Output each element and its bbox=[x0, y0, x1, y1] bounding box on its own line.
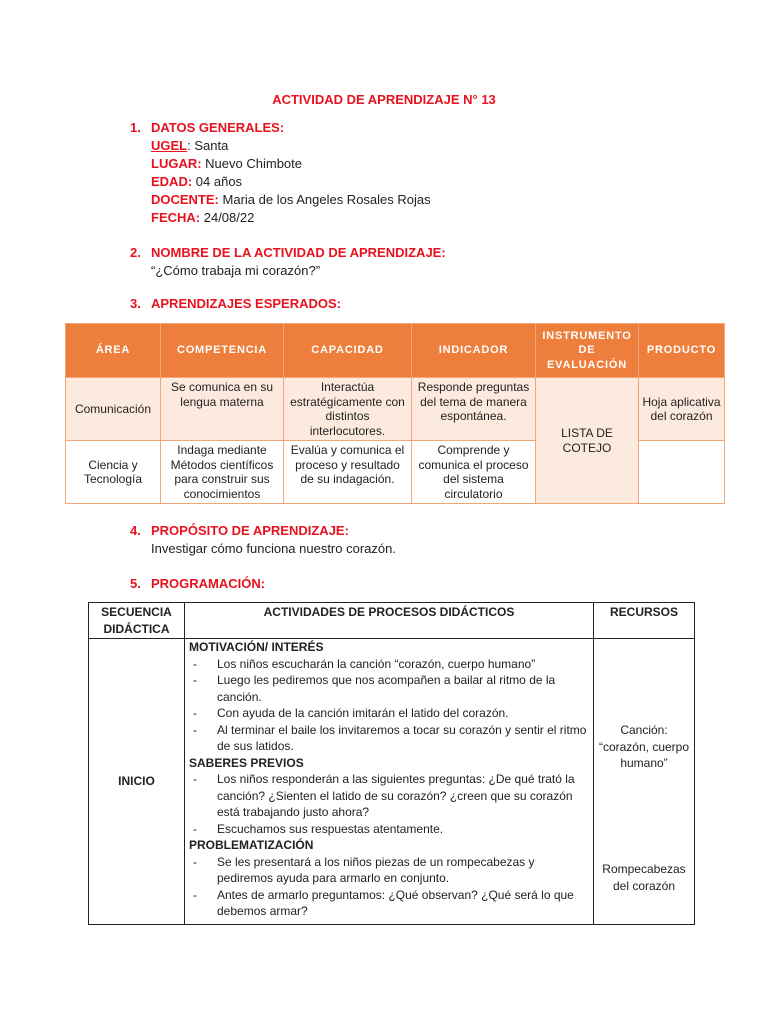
section-number: 4. bbox=[130, 523, 141, 538]
list-item: - Luego les pediremos que nos acompañen a bailar al ritmo de la canción. bbox=[189, 672, 589, 705]
resource-item: Canción: “corazón, cuerpo humano” bbox=[598, 723, 690, 770]
phase-list bbox=[189, 656, 589, 755]
cell-area: Comunicación bbox=[66, 378, 161, 441]
phase-title: PROBLEMATIZACIÓN bbox=[189, 838, 314, 852]
section-nombre-actividad bbox=[130, 244, 446, 280]
cell-capacidad: Interactúa estratégicamente con distintos interlocutores. bbox=[284, 378, 412, 441]
activity-name: “¿Cómo trabaja mi corazón?” bbox=[151, 263, 321, 278]
header-competencia: COMPETENCIA bbox=[161, 324, 284, 378]
list-item: - Escuchamos sus respuestas atentamente. bbox=[189, 821, 589, 838]
cell-activities bbox=[185, 639, 594, 925]
list-item: - Antes de armarlo preguntamos: ¿Qué observan? ¿Qué será lo que debemos armar? bbox=[189, 887, 589, 920]
field-ugel: UGEL: Santa bbox=[151, 138, 229, 153]
section-aprendizajes bbox=[130, 295, 341, 313]
section-proposito bbox=[130, 522, 396, 558]
cell-capacidad: Evalúa y comunica el proceso y resultado de su indagación. bbox=[284, 441, 412, 504]
section-heading: NOMBRE DE LA ACTIVIDAD DE APRENDIZAJE: bbox=[151, 245, 446, 260]
list-item: - Los niños responderán a las siguientes preguntas: ¿De qué trató la canción? ¿Sienten el latido de su corazón? ¿creen que su corazón está trabajando justo ahora? bbox=[189, 771, 589, 821]
list-item: - Se les presentará a los niños piezas de un rompecabezas y pediremos ayuda para armarlo en conjunto. bbox=[189, 854, 589, 887]
header-capacidad: CAPACIDAD bbox=[284, 324, 412, 378]
header-recursos: RECURSOS bbox=[594, 603, 695, 639]
list-item: - Con ayuda de la canción imitarán el latido del corazón. bbox=[189, 705, 589, 722]
section-heading: DATOS GENERALES: bbox=[151, 120, 285, 135]
phase-title: SABERES PREVIOS bbox=[189, 755, 304, 770]
purpose-text: Investigar cómo funciona nuestro corazón. bbox=[151, 541, 396, 556]
header-secuencia: SECUENCIA DIDÁCTICA bbox=[89, 603, 185, 639]
cell-sequence: INICIO bbox=[89, 639, 185, 925]
header-area: ÁREA bbox=[66, 324, 161, 378]
section-heading: PROGRAMACIÓN: bbox=[151, 576, 266, 591]
field-fecha: FECHA: 24/08/22 bbox=[151, 210, 255, 225]
cell-indicador: Comprende y comunica el proceso del sistema circulatorio bbox=[412, 441, 536, 504]
cell-competencia: Se comunica en su lengua materna bbox=[161, 378, 284, 441]
table-row bbox=[89, 639, 695, 925]
list-item: - Los niños escucharán la canción “corazón, cuerpo humano” bbox=[189, 656, 589, 673]
cell-producto-empty bbox=[639, 441, 725, 504]
header-indicador: INDICADOR bbox=[412, 324, 536, 378]
section-heading: PROPÓSITO DE APRENDIZAJE: bbox=[151, 523, 349, 538]
field-lugar: LUGAR: Nuevo Chimbote bbox=[151, 156, 302, 171]
section-datos-generales bbox=[130, 119, 431, 227]
list-item: - Al terminar el baile los invitaremos a tocar su corazón y sentir el ritmo de sus latidos. bbox=[189, 722, 589, 755]
header-actividades: ACTIVIDADES DE PROCESOS DIDÁCTICOS bbox=[185, 603, 594, 639]
phase-list bbox=[189, 771, 589, 837]
section-number: 3. bbox=[130, 296, 141, 311]
field-docente: DOCENTE: Maria de los Angeles Rosales Rojas bbox=[151, 192, 431, 207]
table-row bbox=[66, 378, 725, 441]
field-edad: EDAD: 04 años bbox=[151, 174, 243, 189]
phase-title: MOTIVACIÓN/ INTERÉS bbox=[189, 640, 324, 654]
section-number: 1. bbox=[130, 120, 141, 135]
header-producto: PRODUCTO bbox=[639, 324, 725, 378]
phase-list bbox=[189, 854, 589, 920]
cell-producto: Hoja aplicativa del corazón bbox=[639, 378, 725, 441]
cell-area: Ciencia y Tecnología bbox=[66, 441, 161, 504]
page-title: ACTIVIDAD DE APRENDIZAJE N° 13 bbox=[272, 92, 496, 107]
section-heading: APRENDIZAJES ESPERADOS: bbox=[151, 296, 341, 311]
learning-table bbox=[65, 323, 725, 504]
section-number: 5. bbox=[130, 576, 141, 591]
cell-indicador: Responde preguntas del tema de manera espontánea. bbox=[412, 378, 536, 441]
section-number: 2. bbox=[130, 245, 141, 260]
programming-table bbox=[88, 602, 695, 925]
resource-item: Rompecabezas del corazón bbox=[602, 862, 686, 893]
header-instrumento: INSTRUMENTO DE EVALUACIÓN bbox=[536, 324, 639, 378]
cell-resources bbox=[594, 639, 695, 925]
cell-competencia: Indaga mediante Métodos científicos para construir sus conocimientos bbox=[161, 441, 284, 504]
section-programacion bbox=[130, 575, 265, 593]
cell-instrumento: LISTA DE COTEJO bbox=[536, 378, 639, 504]
